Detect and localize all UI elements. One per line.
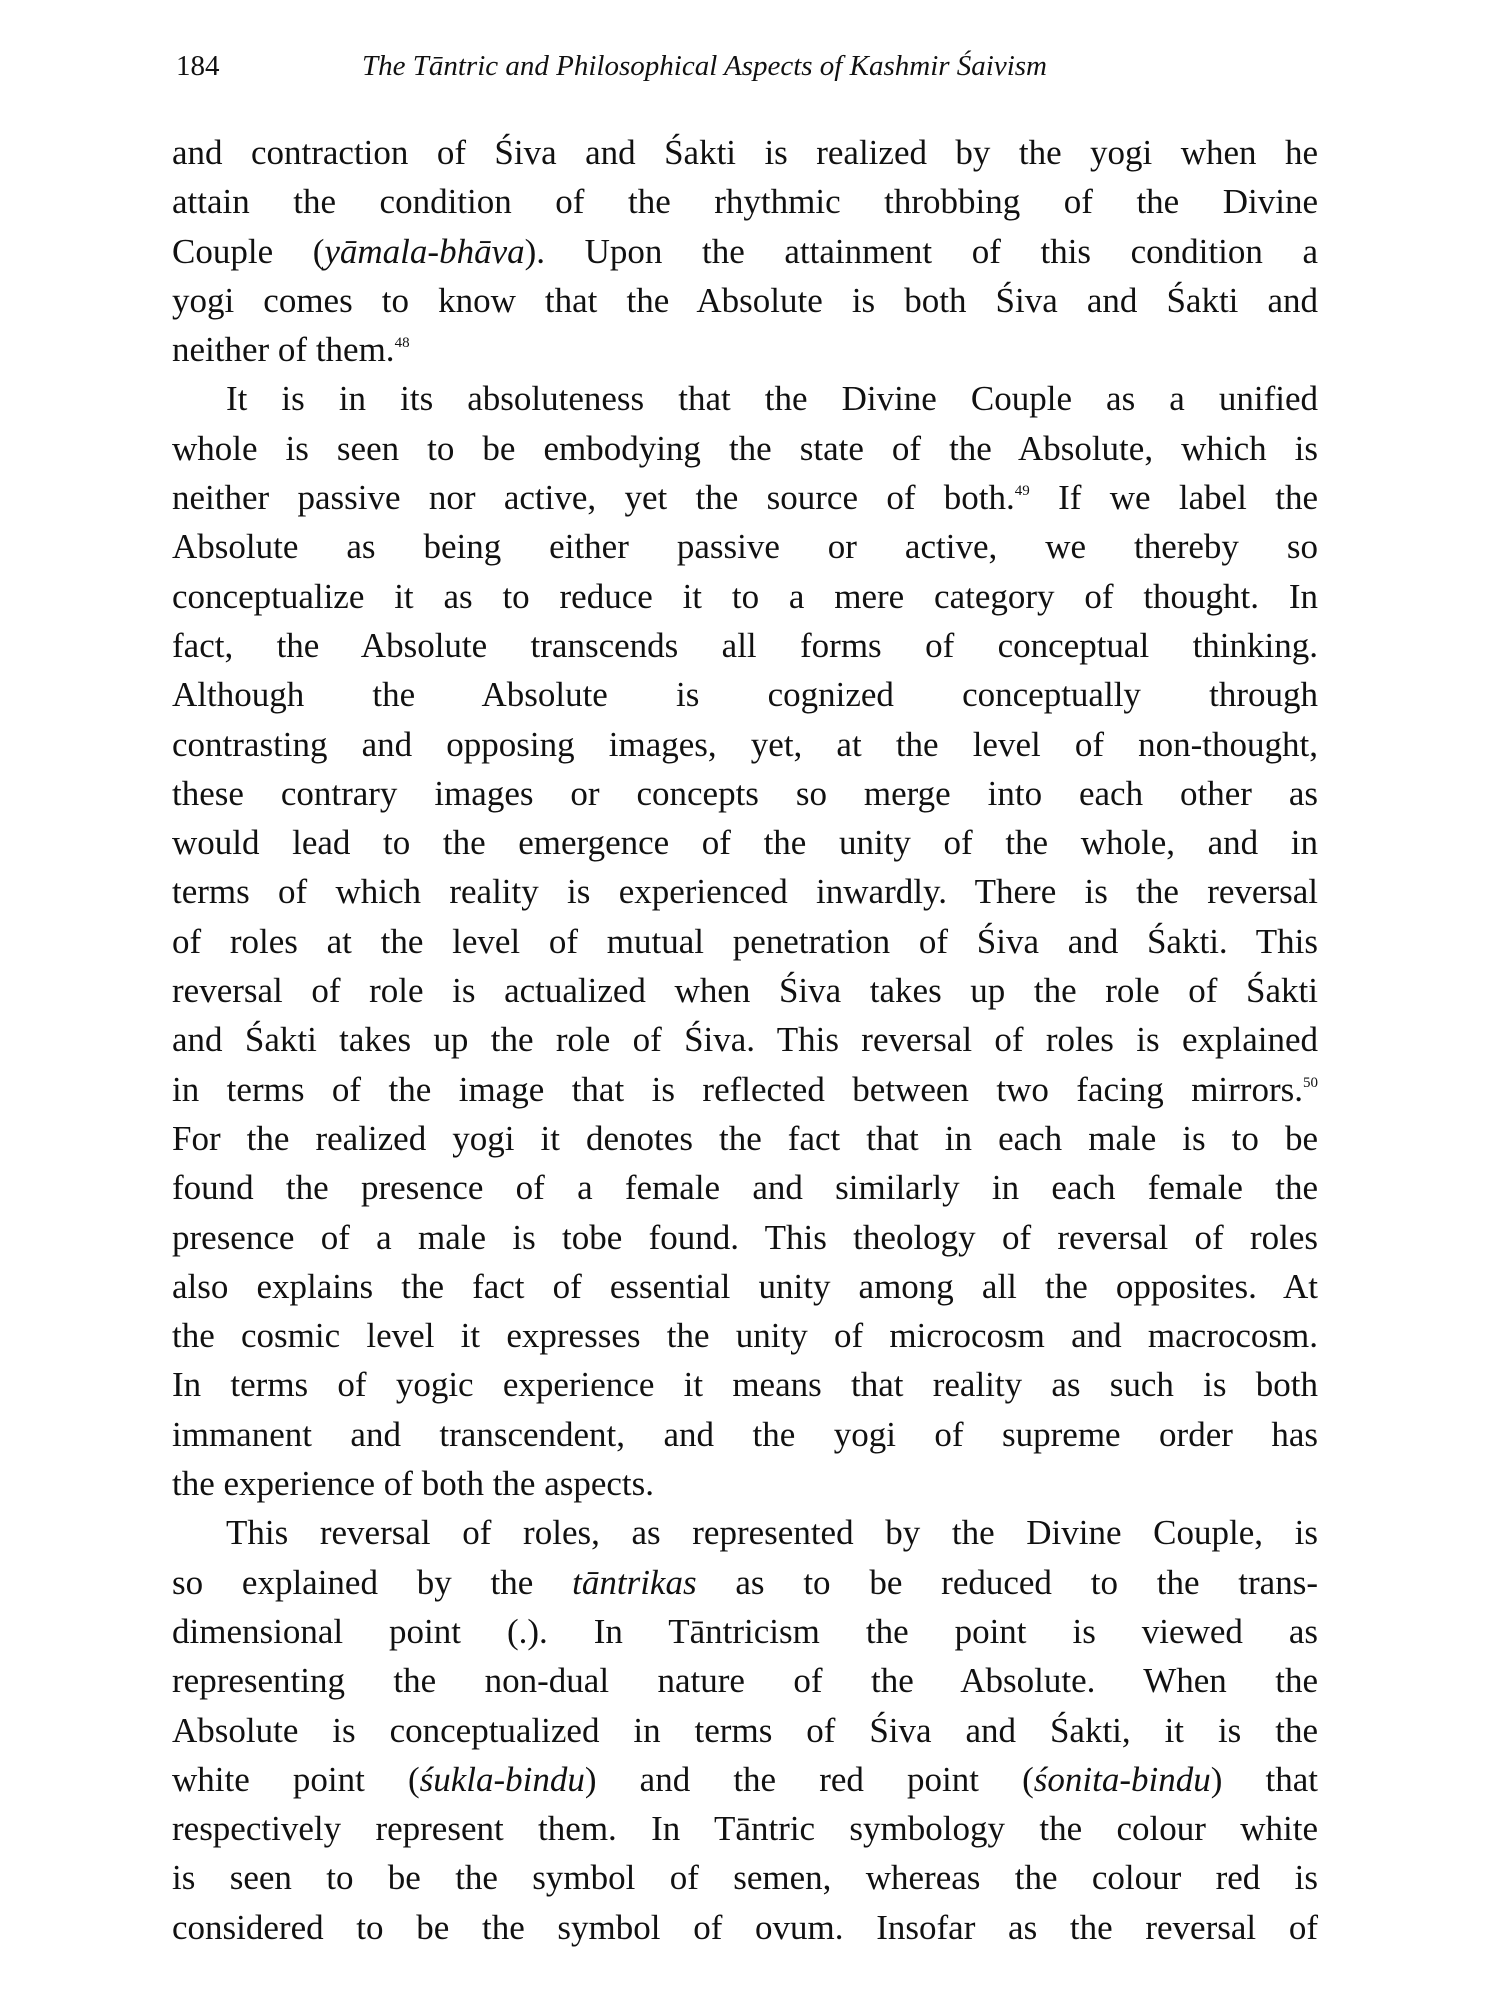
text-line [172,1459,1318,1508]
text-run: whole is seen to be embodying the state of the Absolute, which is [172,428,1318,468]
text-line [172,572,1318,621]
text-run: would lead to the emergence of the unity of the whole, and in [172,823,1318,863]
text-run: representing the non-dual nature of the Absolute. When the [172,1661,1318,1701]
text-run: contrasting and opposing images, yet, at the level of non-thought, [172,724,1318,764]
text-run: also explains the fact of essential unity among all the opposites. At [172,1266,1318,1306]
text-run: and Śakti takes up the role of Śiva. This reversal of roles is explained [172,1020,1318,1060]
text-run: dimensional point (.). In Tāntricism the point is viewed as [172,1611,1318,1651]
text-run: the cosmic level it expresses the unity of microcosm and macrocosm. [172,1316,1318,1356]
footnote-ref: 50 [1303,1074,1318,1091]
text-run: presence of a male is tobe found. This theology of reversal of roles [172,1217,1318,1257]
text-line [172,1311,1318,1360]
text-line [172,769,1318,818]
italic-term: tāntrikas [572,1562,697,1602]
text-run: immanent and transcendent, and the yogi of supreme order has [172,1414,1318,1454]
italic-term: śonita-bindu [1033,1759,1211,1799]
text-line [172,227,1318,276]
text-run: found the presence of a female and similarly in each female the [172,1168,1318,1208]
text-line [172,177,1318,226]
text-run: in terms of the image that is reflected between two facing mirrors. [172,1069,1303,1109]
text-line [172,1755,1318,1804]
text-run: so explained by the [172,1562,573,1602]
text-line [172,1558,1318,1607]
text-line [172,1163,1318,1212]
text-line [172,1262,1318,1311]
text-run: ) that [1210,1759,1318,1799]
text-run: respectively represent them. In Tāntric symbology the colour white [172,1809,1318,1849]
text-run: attain the condition of the rhythmic throbbing of the Divine [172,182,1318,222]
text-run: If we label the [1029,478,1318,518]
text-line [172,1065,1318,1114]
text-line [172,621,1318,670]
footnote-ref: 49 [1014,483,1030,500]
text-run: neither of them. [172,330,395,370]
text-run: terms of which reality is experienced inwardly. There is the reversal [172,872,1318,912]
footnote-ref: 48 [394,335,410,352]
running-head [176,44,1336,88]
text-run: fact, the Absolute transcends all forms of conceptual thinking. [172,625,1318,665]
text-run: is seen to be the symbol of semen, whereas the colour red is [172,1858,1318,1898]
text-run: reversal of role is actualized when Śiva takes up the role of Śakti [172,971,1318,1011]
text-line [172,1706,1318,1755]
text-line [172,424,1318,473]
text-line [172,1114,1318,1163]
text-line [172,1508,1318,1557]
text-run: Couple ( [172,231,325,271]
text-line [172,720,1318,769]
text-run: ). Upon the attainment of this condition a [524,231,1318,271]
text-line [172,128,1318,177]
text-run: Absolute as being either passive or active, we thereby so [172,527,1318,567]
text-line [172,1853,1318,1902]
text-run: the experience of both the aspects. [172,1464,655,1504]
text-line [172,1015,1318,1064]
text-line [172,1656,1318,1705]
text-run: of roles at the level of mutual penetration of Śiva and Śakti. This [172,921,1318,961]
text-line [172,1804,1318,1853]
text-run: conceptualize it as to reduce it to a mere category of thought. In [172,576,1318,616]
text-run: Absolute is conceptualized in terms of Śiva and Śakti, it is the [172,1710,1318,1750]
text-line [172,1607,1318,1656]
text-run: neither passive nor active, yet the source of both. [172,478,1015,518]
text-run: It is in its absoluteness that the Divine Couple as a unified [226,379,1318,419]
text-run: This reversal of roles, as represented by the Divine Couple, is [226,1513,1318,1553]
page-number: 184 [176,50,220,82]
text-run: these contrary images or concepts so merge into each other as [172,773,1318,813]
running-title: The Tāntric and Philosophical Aspects of Kashmir Śaivism [362,50,1047,82]
text-run: white point ( [172,1759,420,1799]
text-line [172,1213,1318,1262]
text-line [172,1903,1318,1952]
text-run: In terms of yogic experience it means that reality as such is both [172,1365,1318,1405]
text-line [172,374,1318,423]
text-run: ) and the red point ( [584,1759,1034,1799]
text-run: Although the Absolute is cognized conceptually through [172,675,1318,715]
text-run: and contraction of Śiva and Śakti is realized by the yogi when he [172,133,1318,172]
text-run: yogi comes to know that the Absolute is both Śiva and Śakti and [172,280,1318,320]
text-line [172,473,1318,522]
text-run: considered to be the symbol of ovum. Insofar as the reversal of [172,1907,1318,1947]
body-text [172,128,1318,1952]
text-line [172,818,1318,867]
text-line [172,325,1318,374]
text-line [172,867,1318,916]
text-line [172,1360,1318,1409]
text-line [172,670,1318,719]
italic-term: yāmala-bhāva [324,231,525,271]
text-line [172,276,1318,325]
italic-term: śukla-bindu [419,1759,585,1799]
text-line [172,917,1318,966]
text-line [172,1410,1318,1459]
text-line [172,966,1318,1015]
text-run: as to be reduced to the trans- [696,1562,1318,1602]
text-run: For the realized yogi it denotes the fact that in each male is to be [172,1118,1318,1158]
text-line [172,522,1318,571]
